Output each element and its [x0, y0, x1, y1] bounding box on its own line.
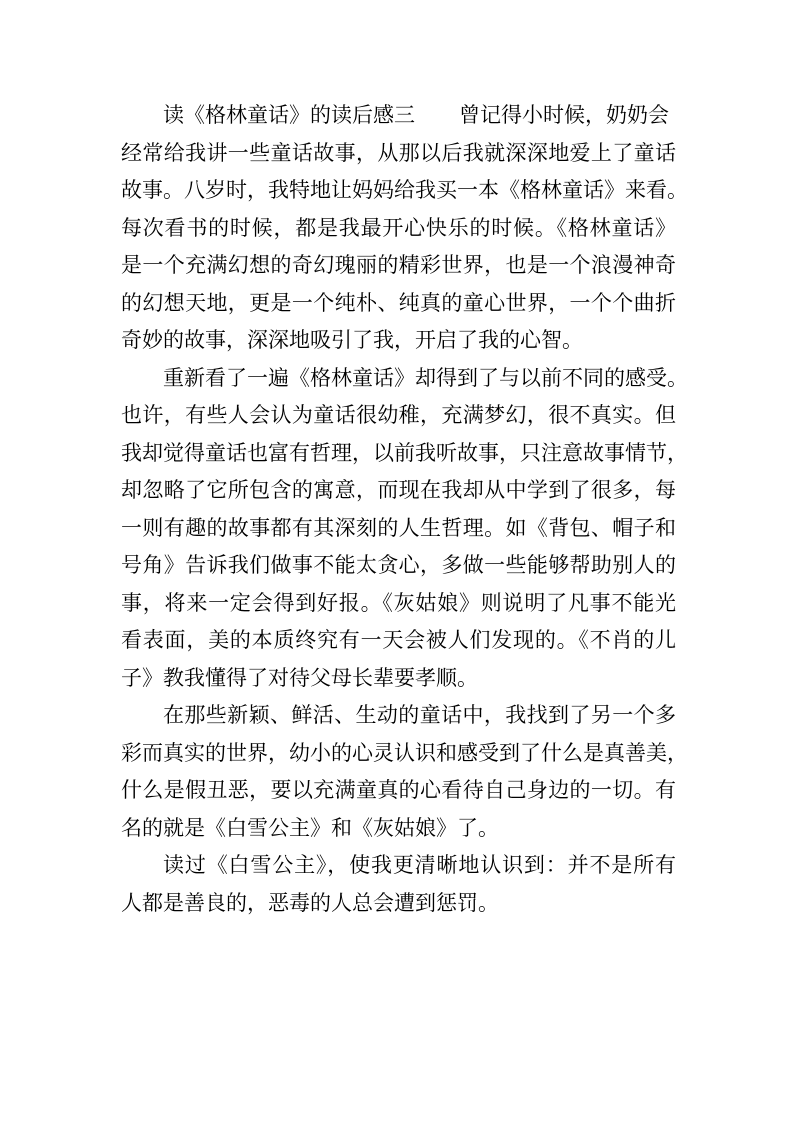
paragraph-2-line-4: 却忽略了它所包含的寓意，而现在我却从中学到了很多，每 — [121, 478, 676, 502]
paragraph-3 — [121, 697, 688, 847]
paragraph-1-line-7: 奇妙的故事，深深地吸引了我，开启了我的心智。 — [121, 328, 583, 352]
paragraph-2-line-1: 重新看了一遍《格林童话》却得到了与以前不同的感受。 — [163, 365, 688, 390]
document-title: 读《格林童话》的读后感三 — [163, 103, 415, 127]
paragraph-4 — [121, 847, 676, 922]
paragraph-1 — [121, 97, 688, 360]
paragraph-3-line-2: 彩而真实的世界，幼小的心灵认识和感受到了什么是真善美， — [121, 740, 688, 765]
paragraph-4-line-2: 人都是善良的，恶毒的人总会遭到惩罚。 — [121, 890, 499, 915]
paragraph-1-line-2: 经常给我讲一些童话故事，从那以后我就深深地爱上了童话 — [121, 140, 676, 165]
document-body — [121, 97, 688, 922]
paragraph-1-line-1: 曾记得小时候，奶奶会 — [459, 103, 669, 127]
paragraph-2-line-6: 号角》告诉我们做事不能太贪心，多做一些能够帮助别人的 — [121, 553, 676, 577]
paragraph-2-line-5: 一则有趣的故事都有其深刻的人生哲理。如《背包、帽子和 — [121, 515, 676, 540]
paragraph-2 — [121, 360, 688, 698]
paragraph-1-line-4: 每次看书的时候，都是我最开心快乐的时候。《格林童话》 — [121, 215, 676, 240]
paragraph-3-line-1: 在那些新颖、鲜活、生动的童话中，我找到了另一个多 — [163, 703, 676, 727]
paragraph-2-line-3: 我却觉得童话也富有哲理，以前我听故事，只注意故事情节， — [121, 440, 688, 465]
paragraph-3-line-4: 名的就是《白雪公主》和《灰姑娘》了。 — [121, 815, 499, 840]
title-line — [121, 97, 676, 135]
paragraph-1-line-5: 是一个充满幻想的奇幻瑰丽的精彩世界，也是一个浪漫神奇 — [121, 253, 676, 277]
paragraph-2-line-2: 也许，有些人会认为童话很幼稚，充满梦幻，很不真实。但 — [121, 403, 676, 427]
paragraph-2-line-7: 事，将来一定会得到好报。《灰姑娘》则说明了凡事不能光 — [121, 590, 676, 615]
paragraph-1-line-6: 的幻想天地，更是一个纯朴、纯真的童心世界，一个个曲折 — [121, 290, 676, 315]
paragraph-3-line-3: 什么是假丑恶，要以充满童真的心看待自己身边的一切。有 — [121, 778, 676, 802]
paragraph-2-line-9: 子》教我懂得了对待父母长辈要孝顺。 — [121, 665, 478, 690]
paragraph-1-line-3: 故事。八岁时，我特地让妈妈给我买一本《格林童话》来看。 — [121, 178, 688, 202]
paragraph-2-line-8: 看表面，美的本质终究有一天会被人们发现的。《不肖的儿 — [121, 628, 676, 652]
paragraph-4-line-1: 读过《白雪公主》，使我更清晰地认识到：并不是所有 — [163, 853, 676, 877]
